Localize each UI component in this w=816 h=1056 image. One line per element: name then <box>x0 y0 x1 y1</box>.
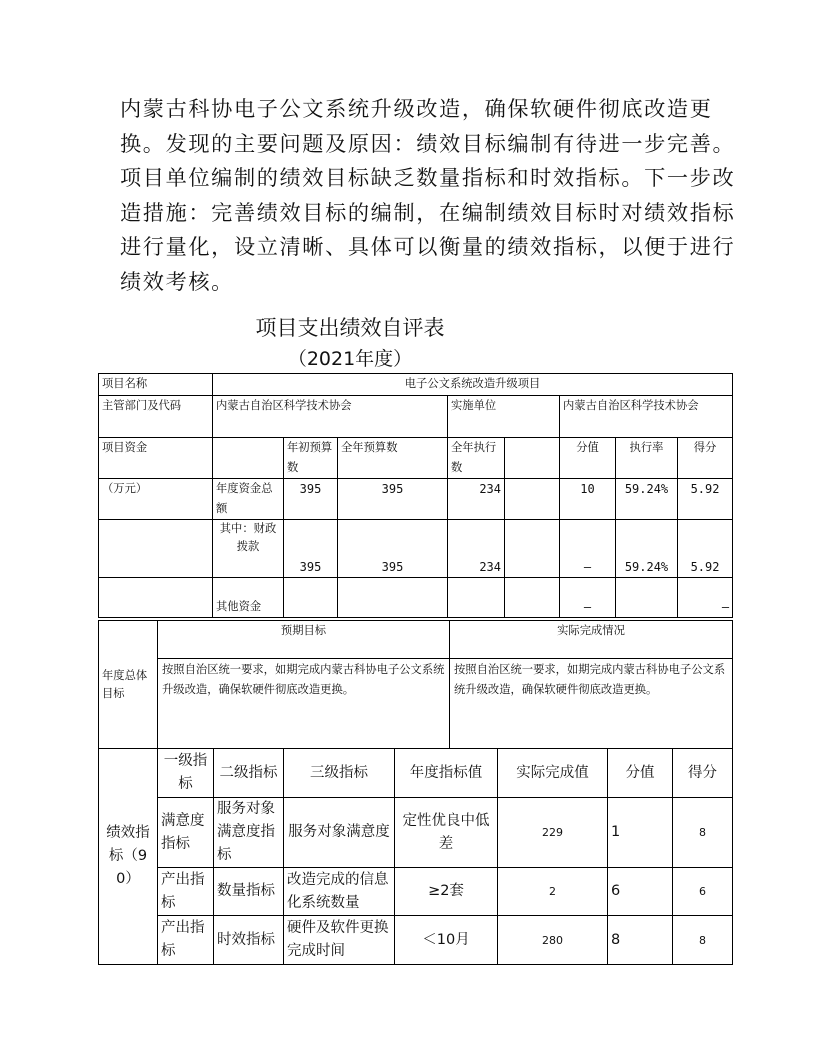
header-target: 年度指标值 <box>395 749 498 798</box>
summary-paragraph <box>120 92 736 300</box>
evaluation-table <box>98 373 733 618</box>
dept-label: 主管部门及代码 <box>99 396 213 438</box>
header-value: 分值 <box>608 749 673 798</box>
cell-score: 6 <box>673 868 733 916</box>
cell-score-value: — <box>560 578 616 618</box>
cell-score: 8 <box>673 916 733 965</box>
row-label: 其他资金 <box>213 578 284 618</box>
cell-rate: 59.24% <box>616 479 678 520</box>
cell-l1: 满意度指标 <box>158 798 214 868</box>
actual-label: 实际完成情况 <box>450 621 733 659</box>
project-name-label: 项目名称 <box>99 374 213 396</box>
header-l3: 三级指标 <box>284 749 395 798</box>
expected-label: 预期目标 <box>158 621 450 659</box>
row-label: 其中：财政拨款 <box>213 520 284 578</box>
cell-exec: 234 <box>448 520 505 578</box>
header-l1: 一级指标 <box>158 749 214 798</box>
cell-l2: 数量指标 <box>214 868 284 916</box>
table-title: 项目支出绩效自评表 <box>255 316 445 340</box>
header-l2: 二级指标 <box>214 749 284 798</box>
col-full-exec: 全年执行数 <box>448 438 505 479</box>
paragraph-line: 绩效考核。 <box>120 268 234 294</box>
impl-value: 内蒙古自治区科学技术协会 <box>560 396 733 438</box>
cell-target: ＜10月 <box>395 916 498 965</box>
expected-text: 按照自治区统一要求，如期完成内蒙古科协电子公文系统升级改造，确保软硬件彻底改造更换。 <box>158 659 450 749</box>
cell-l2: 时效指标 <box>214 916 284 965</box>
cell-score: — <box>678 578 733 618</box>
cell-initial: 395 <box>284 520 338 578</box>
cell-l3: 硬件及软件更换完成时间 <box>284 916 395 965</box>
actual-text: 按照自治区统一要求，如期完成内蒙古科协电子公文系统升级改造，确保软硬件彻底改造更换。 <box>450 659 733 749</box>
header-score: 得分 <box>673 749 733 798</box>
cell-exec: 234 <box>448 479 505 520</box>
cell-score: 5.92 <box>678 479 733 520</box>
cell-actual: 2 <box>498 868 608 916</box>
cell-value: 6 <box>608 868 673 916</box>
cell-l1: 产出指标 <box>158 868 214 916</box>
col-score: 得分 <box>678 438 733 479</box>
funds-label: 项目资金 <box>99 438 213 479</box>
paragraph-line: 进行量化，设立清晰、具体可以衡量的绩效指标，以便于进行 <box>120 234 736 260</box>
col-exec-rate: 执行率 <box>616 438 678 479</box>
annual-goal-table <box>98 620 733 749</box>
cell-target: ≥2套 <box>395 868 498 916</box>
project-name: 电子公文系统改造升级项目 <box>213 374 733 396</box>
cell-score-value: — <box>560 520 616 578</box>
paragraph-line: 造措施：完善绩效目标的编制，在编制绩效目标时对绩效指标 <box>120 199 736 225</box>
table-subtitle: （2021年度） <box>287 348 413 370</box>
cell-l3: 改造完成的信息化系统数量 <box>284 868 395 916</box>
row-label: 年度资金总额 <box>213 479 284 520</box>
dept-value: 内蒙古自治区科学技术协会 <box>213 396 448 438</box>
cell-full: 395 <box>338 479 448 520</box>
cell-actual: 280 <box>498 916 608 965</box>
cell-initial: 395 <box>284 479 338 520</box>
cell-score: 8 <box>673 798 733 868</box>
cell-l2: 服务对象满意度指标 <box>214 798 284 868</box>
cell-value: 8 <box>608 916 673 965</box>
cell-value: 1 <box>608 798 673 868</box>
cell-rate: 59.24% <box>616 520 678 578</box>
cell-score-value: 10 <box>560 479 616 520</box>
cell-full: 395 <box>338 520 448 578</box>
indicators-section-label: 绩效指标（90） <box>99 749 158 965</box>
funds-unit: （万元） <box>99 479 213 520</box>
cell-l1: 产出指标 <box>158 916 214 965</box>
col-initial-budget: 年初预算数 <box>284 438 338 479</box>
header-actual: 实际完成值 <box>498 749 608 798</box>
col-score-value: 分值 <box>560 438 616 479</box>
cell-l3: 服务对象满意度 <box>284 798 395 868</box>
indicators-table <box>98 748 733 965</box>
paragraph-line: 项目单位编制的绩效目标缺乏数量指标和时效指标。下一步改 <box>120 165 736 191</box>
cell-actual: 229 <box>498 798 608 868</box>
impl-label: 实施单位 <box>448 396 560 438</box>
cell-target: 定性优良中低差 <box>395 798 498 868</box>
col-full-budget: 全年预算数 <box>338 438 448 479</box>
paragraph-line: 换。发现的主要问题及原因：绩效目标编制有待进一步完善。 <box>120 130 736 156</box>
annual-goal-label: 年度总体目标 <box>99 621 158 749</box>
cell-score: 5.92 <box>678 520 733 578</box>
paragraph-line: 内蒙古科协电子公文系统升级改造，确保软硬件彻底改造更 <box>120 96 713 121</box>
